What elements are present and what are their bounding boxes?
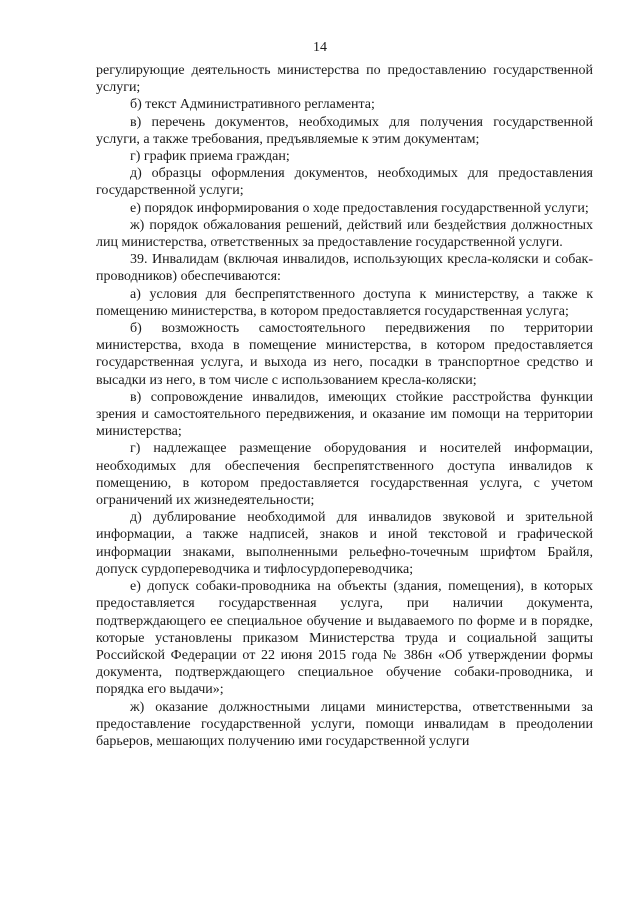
paragraph-item-g: г) график приема граждан; [130,149,290,165]
paragraph-39-item-zh: ж) оказание должностными лицами министерства, ответственными за предоставление государственной услуги, помощи инвалидам в преодолении барьеров, мешающих получению ими государственной услуги [96,699,593,749]
paragraph-section-39: 39. Инвалидам (включая инвалидов, использующих кресла-коляски и собак-проводников) обеспечиваются: [96,252,593,285]
paragraph-39-item-a: а) условия для беспрепятственного доступа к министерству, а также к помещению министерства, в котором предоставляется государственная услуга; [96,286,593,319]
page-number: 14 [313,40,327,55]
paragraph-39-item-b: б) возможность самостоятельного передвижения по территории министерства, входа в помещение министерства, в котором предоставляется государственная услуга, и выхода из него, посадки в транспортное средство и высадки из него, в том числе с использованием кресла-коляски; [96,321,593,388]
paragraph-item-e: е) порядок информирования о ходе предоставления государственной услуги; [130,200,589,216]
paragraph-item-b: б) текст Административного регламента; [130,97,375,113]
paragraph-39-item-d: д) дублирование необходимой для инвалидов звуковой и зрительной информации, а также надписей, знаков и иной текстовой и графической информации знаками, выполненными рельефно-точечным шрифтом Брайля, допуск сурдопереводчика и тифлосурдопереводчика; [96,510,593,577]
paragraph-item-zh: ж) порядок обжалования решений, действий или бездействия должностных лиц министерства, ответственных за предоставление государственной услуги. [96,217,593,251]
paragraph-item-v: в) перечень документов, необходимых для получения государственной услуги, а также требования, предъявляемые к этим документам; [96,114,593,147]
paragraph-continuation: регулирующие деятельность министерства по предоставлению государственной услуги; [96,63,593,96]
paragraph-39-item-v: в) сопровождение инвалидов, имеющих стойкие расстройства функции зрения и самостоятельного передвижения, и оказание им помощи на территории министерства; [96,389,593,440]
paragraph-39-item-g: г) надлежащее размещение оборудования и носителей информации, необходимых для обеспечения беспрепятственного доступа инвалидов к помещению, в котором предоставляется государственная услуга, с учетом ограничений их жизнедеятельности; [96,441,593,509]
paragraph-item-d: д) образцы оформления документов, необходимых для предоставления государственной услуги; [96,166,593,199]
paragraph-39-item-e: е) допуск собаки-проводника на объекты (здания, помещения), в которых предоставляется государственная услуга, при наличии документа, подтверждающего ее специальное обучение и выдаваемого по форме и в порядке, которые установлены приказом Министерства труда и социальной защиты Российской Федерации от 22 июня 2015 года № 386н «Об утверждении формы документа, подтверждающего специальное обучение собаки-проводника, и порядка его выдачи»; [96,579,593,698]
document-body [96,62,593,750]
